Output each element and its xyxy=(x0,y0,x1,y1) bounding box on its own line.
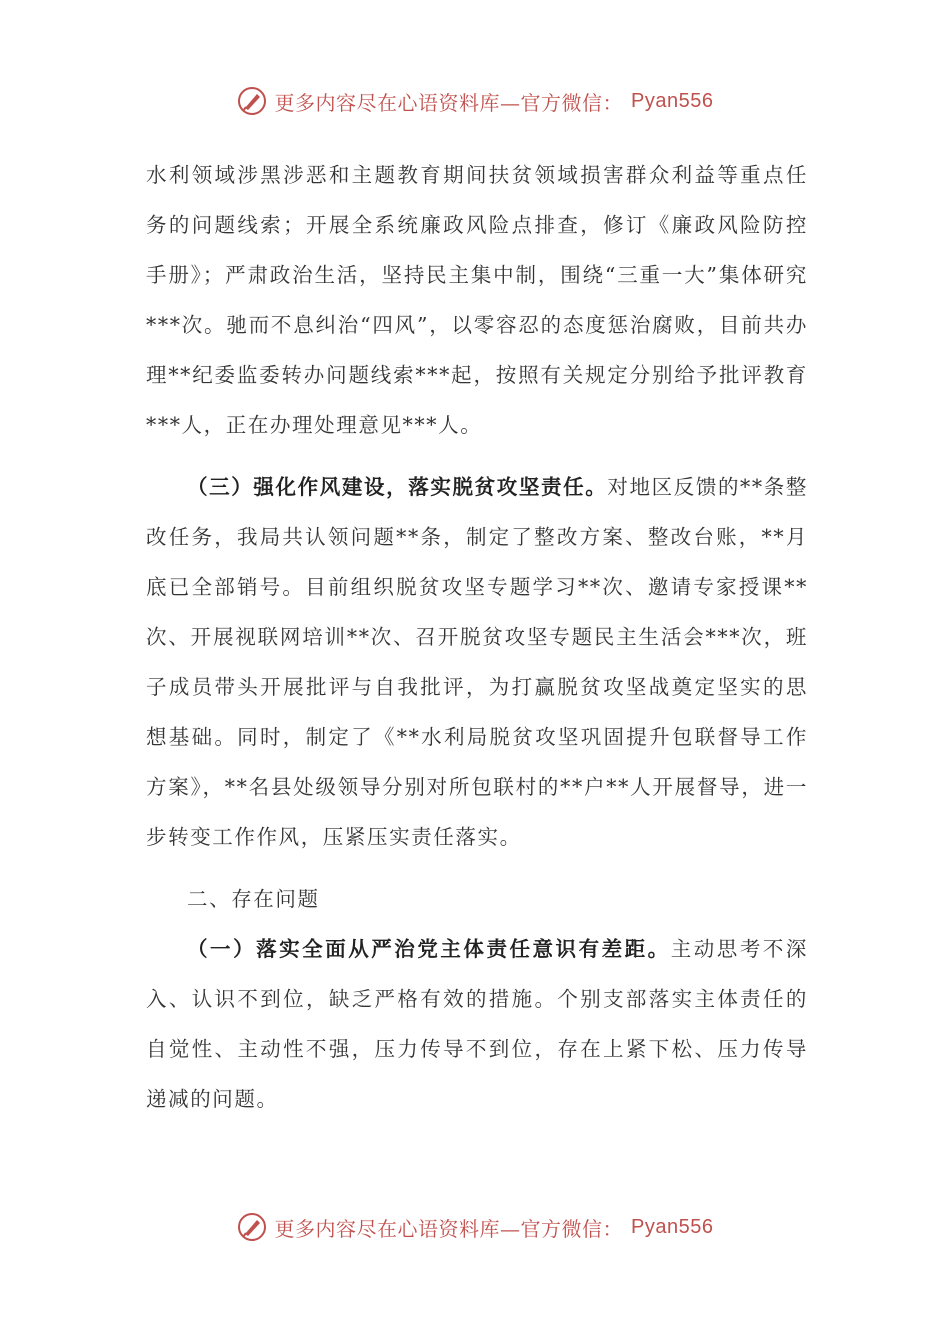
chapter-heading-problems: 二、存在问题 xyxy=(187,887,320,911)
paragraph-problem-1 xyxy=(146,924,808,1124)
header-watermark xyxy=(0,86,950,116)
document-body xyxy=(146,150,808,1124)
watermark-text: 更多内容尽在心语资料库—官方微信： xyxy=(274,90,624,115)
watermark-text: 更多内容尽在心语资料库—官方微信： xyxy=(274,1216,624,1241)
watermark-wechat-id: Pyan556 xyxy=(631,1215,714,1238)
paragraph-section-3 xyxy=(146,462,808,862)
quill-pen-logo-icon xyxy=(237,86,267,116)
section-3-heading: （三）强化作风建设，落实脱贫攻坚责任。 xyxy=(187,475,608,499)
watermark-wechat-id: Pyan556 xyxy=(631,89,714,112)
quill-pen-logo-icon xyxy=(237,1212,267,1242)
section-3-body: 对地区反馈的**条整改任务，我局共认领问题**条，制定了整改方案、整改台账，**月底已全部销号。目前组织脱贫攻坚专题学习**次、邀请专家授课**次、开展视联网培训**次、召开脱贫攻坚专题民主生活会***次，班子成员带头开展批评与自我批评，为打赢脱贫攻坚战奠定坚实的思想基础。同时，制定了《**水利局脱贫攻坚巩固提升包联督导工作方案》，**名县处级领导分别对所包联村的**户**人开展督导，进一步转变工作作风，压紧压实责任落实。 xyxy=(146,475,809,849)
footer-watermark xyxy=(0,1212,950,1242)
problem-1-heading: （一）落实全面从严治党主体责任意识有差距。 xyxy=(187,937,671,961)
paragraph-continuation: 水利领域涉黑涉恶和主题教育期间扶贫领域损害群众利益等重点任务的问题线索；开展全系统廉政风险点排查，修订《廉政风险防控手册》；严肃政治生活，坚持民主集中制，围绕“三重一大”集体研究***次。驰而不息纠治“四风”，以零容忍的态度惩治腐败，目前共办理**纪委监委转办问题线索***起，按照有关规定分别给予批评教育***人，正在办理处理意见***人。 xyxy=(146,163,808,437)
problem-1-body: 主动思考不深入、认识不到位，缺乏严格有效的措施。个别支部落实主体责任的自觉性、主动性不强，压力传导不到位，存在上紧下松、压力传导递减的问题。 xyxy=(146,937,808,1111)
